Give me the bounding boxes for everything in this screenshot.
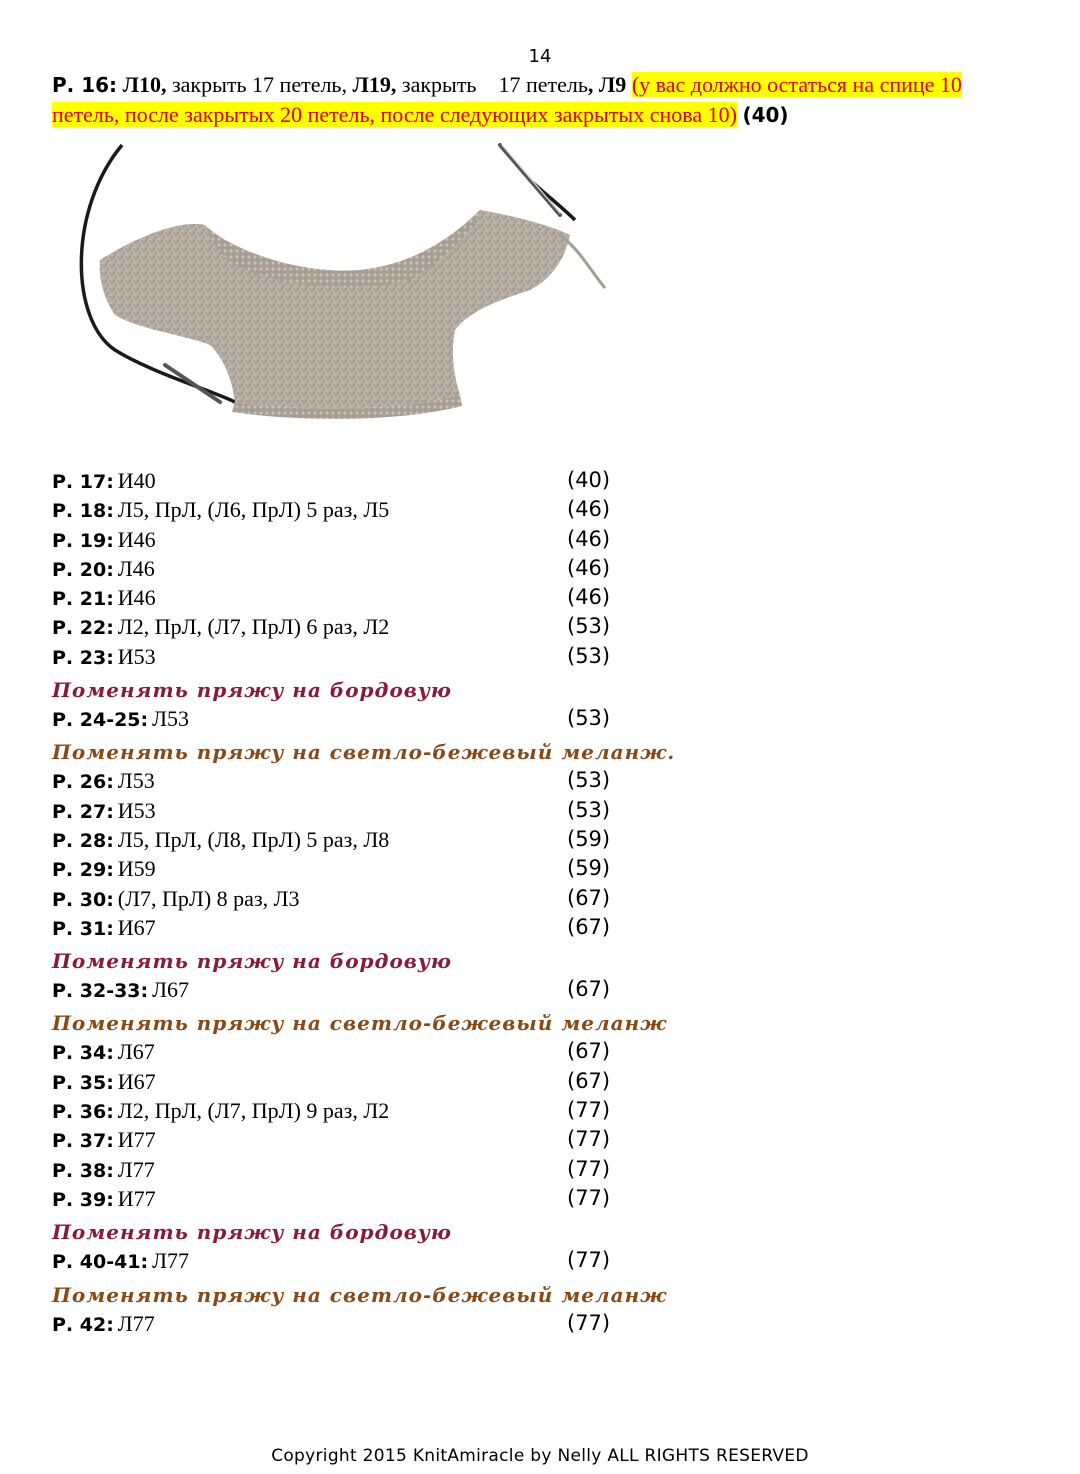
row-label: Р. 36: (52, 1101, 114, 1124)
row-instruction: И77 (117, 1185, 156, 1211)
pattern-row (52, 1067, 672, 1096)
row-label: Р. 24-25: (52, 709, 149, 732)
stitch-count: (77) (567, 1185, 611, 1210)
row-16-part-knit10: Л10, (122, 72, 167, 97)
row-instruction: Л46 (117, 555, 155, 581)
instruction-list (52, 466, 676, 1338)
row-label: Р. 26: (52, 771, 114, 794)
row-instruction: Л77 (117, 1156, 155, 1182)
stitch-count: (67) (567, 1068, 611, 1093)
stitch-count: (67) (567, 885, 611, 910)
row-16-part-bindoff1: закрыть 17 петель, (171, 72, 347, 97)
stitch-count: (53) (567, 768, 611, 793)
page-number: 14 (528, 46, 552, 67)
row-instruction: Л67 (117, 1039, 155, 1065)
row-instruction: И53 (117, 643, 156, 669)
row-16-highlight-note: (у вас должно остаться на спице 10 петель, после закрытых 20 петель, после следующих закрытых снова 10) (52, 72, 962, 127)
row-label: Р. 42: (52, 1313, 114, 1336)
yarn-change-heading: Поменять пряжу на светло-бежевый меланж (52, 1282, 668, 1307)
stitch-count: (59) (567, 826, 611, 851)
row-16-part-knit19: Л19, (352, 72, 397, 97)
row-label: Р. 21: (52, 588, 114, 611)
stitch-count: (77) (567, 1156, 611, 1181)
knitted-yoke-photo (60, 140, 640, 450)
stitch-count: (77) (567, 1248, 611, 1273)
row-instruction: Л53 (117, 768, 155, 794)
row-label: Р. 22: (52, 617, 114, 640)
row-label: Р. 30: (52, 888, 114, 911)
row-label: Р. 18: (52, 500, 114, 523)
stitch-count: (67) (567, 977, 611, 1002)
row-label: Р. 40-41: (52, 1251, 149, 1274)
pattern-row (52, 525, 672, 554)
row-label: Р. 20: (52, 558, 114, 581)
row-instruction: И67 (117, 914, 156, 940)
yarn-change-heading: Поменять пряжу на бордовую (52, 949, 452, 974)
row-instruction: Л5, ПрЛ, (Л6, ПрЛ) 5 раз, Л5 (117, 497, 390, 523)
row-label: Р. 19: (52, 529, 114, 552)
pattern-row (52, 642, 672, 671)
row-label: Р. 37: (52, 1130, 114, 1153)
row-instruction: И46 (117, 585, 156, 611)
row-label: Р. 38: (52, 1159, 114, 1182)
row-instruction: И40 (117, 468, 156, 493)
pattern-row (52, 796, 672, 825)
row-instruction: И67 (117, 1068, 156, 1094)
stitch-count: (53) (567, 614, 611, 639)
row-instruction: И46 (117, 526, 156, 552)
pattern-row (52, 884, 672, 913)
pattern-row (52, 1096, 672, 1125)
row-instruction: Л53 (152, 706, 190, 732)
row-instruction: (Л7, ПрЛ) 8 раз, Л3 (117, 885, 300, 911)
pattern-row (52, 913, 672, 942)
pattern-row (52, 495, 672, 524)
pattern-row (52, 1184, 672, 1213)
row-instruction: Л2, ПрЛ, (Л7, ПрЛ) 9 раз, Л2 (117, 1098, 390, 1124)
row-16-stitch-count: (40) (742, 103, 789, 127)
pattern-row (52, 825, 672, 854)
row-16-part-stitches: 17 петель (498, 72, 588, 97)
stitch-count: (67) (567, 914, 611, 939)
stitch-count: (46) (567, 497, 611, 522)
row-instruction: И77 (117, 1127, 156, 1153)
stitch-count: (53) (567, 797, 611, 822)
stitch-count: (77) (567, 1127, 611, 1152)
row-16-label: Р. 16: (52, 73, 118, 97)
stitch-count: (67) (567, 1039, 611, 1064)
row-instruction: Л2, ПрЛ, (Л7, ПрЛ) 6 раз, Л2 (117, 614, 390, 640)
row-instruction: И59 (117, 856, 156, 882)
row-label: Р. 27: (52, 800, 114, 823)
row-label: Р. 29: (52, 859, 114, 882)
stitch-count: (40) (567, 468, 611, 492)
stitch-count: (46) (567, 526, 611, 551)
stitch-count: (59) (567, 856, 611, 881)
pattern-row (52, 583, 672, 612)
pattern-row (52, 704, 672, 733)
row-label: Р. 35: (52, 1071, 114, 1094)
pattern-row (52, 1309, 672, 1338)
pattern-row (52, 975, 672, 1004)
row-label: Р. 32-33: (52, 980, 149, 1003)
row-16-part-knit9: , Л9 (587, 72, 627, 97)
copyright-footer: Copyright 2015 KnitAmiracle by Nelly ALL RIGHTS RESERVED (271, 1446, 809, 1466)
pattern-row (52, 854, 672, 883)
stitch-count: (53) (567, 706, 611, 731)
row-label: Р. 34: (52, 1042, 114, 1065)
stitch-count: (53) (567, 643, 611, 668)
row-16-instruction (52, 70, 1012, 130)
pattern-row (52, 554, 672, 583)
row-label: Р. 23: (52, 646, 114, 669)
yarn-change-heading: Поменять пряжу на светло-бежевый меланж. (52, 740, 676, 765)
pattern-row (52, 1125, 672, 1154)
pattern-row (52, 1037, 672, 1066)
pattern-row (52, 612, 672, 641)
row-label: Р. 28: (52, 829, 114, 852)
stitch-count: (46) (567, 585, 611, 610)
row-label: Р. 31: (52, 917, 114, 940)
row-label: Р. 39: (52, 1188, 114, 1211)
row-instruction: Л77 (152, 1248, 190, 1274)
pattern-row (52, 1155, 672, 1184)
row-instruction: Л67 (152, 977, 190, 1003)
pattern-row (52, 766, 672, 795)
yarn-change-heading: Поменять пряжу на бордовую (52, 678, 452, 703)
stitch-count: (77) (567, 1098, 611, 1123)
row-label: Р. 17: (52, 471, 114, 493)
stitch-count: (77) (567, 1310, 611, 1335)
row-16-part-bindoff2: закрыть (401, 72, 477, 97)
row-instruction: Л5, ПрЛ, (Л8, ПрЛ) 5 раз, Л8 (117, 826, 390, 852)
yarn-change-heading: Поменять пряжу на бордовую (52, 1220, 452, 1245)
row-instruction: Л77 (117, 1310, 155, 1336)
yarn-change-heading: Поменять пряжу на светло-бежевый меланж (52, 1011, 668, 1036)
stitch-count: (46) (567, 555, 611, 580)
row-instruction: И53 (117, 797, 156, 823)
pattern-row (52, 466, 672, 495)
pattern-row (52, 1246, 672, 1275)
